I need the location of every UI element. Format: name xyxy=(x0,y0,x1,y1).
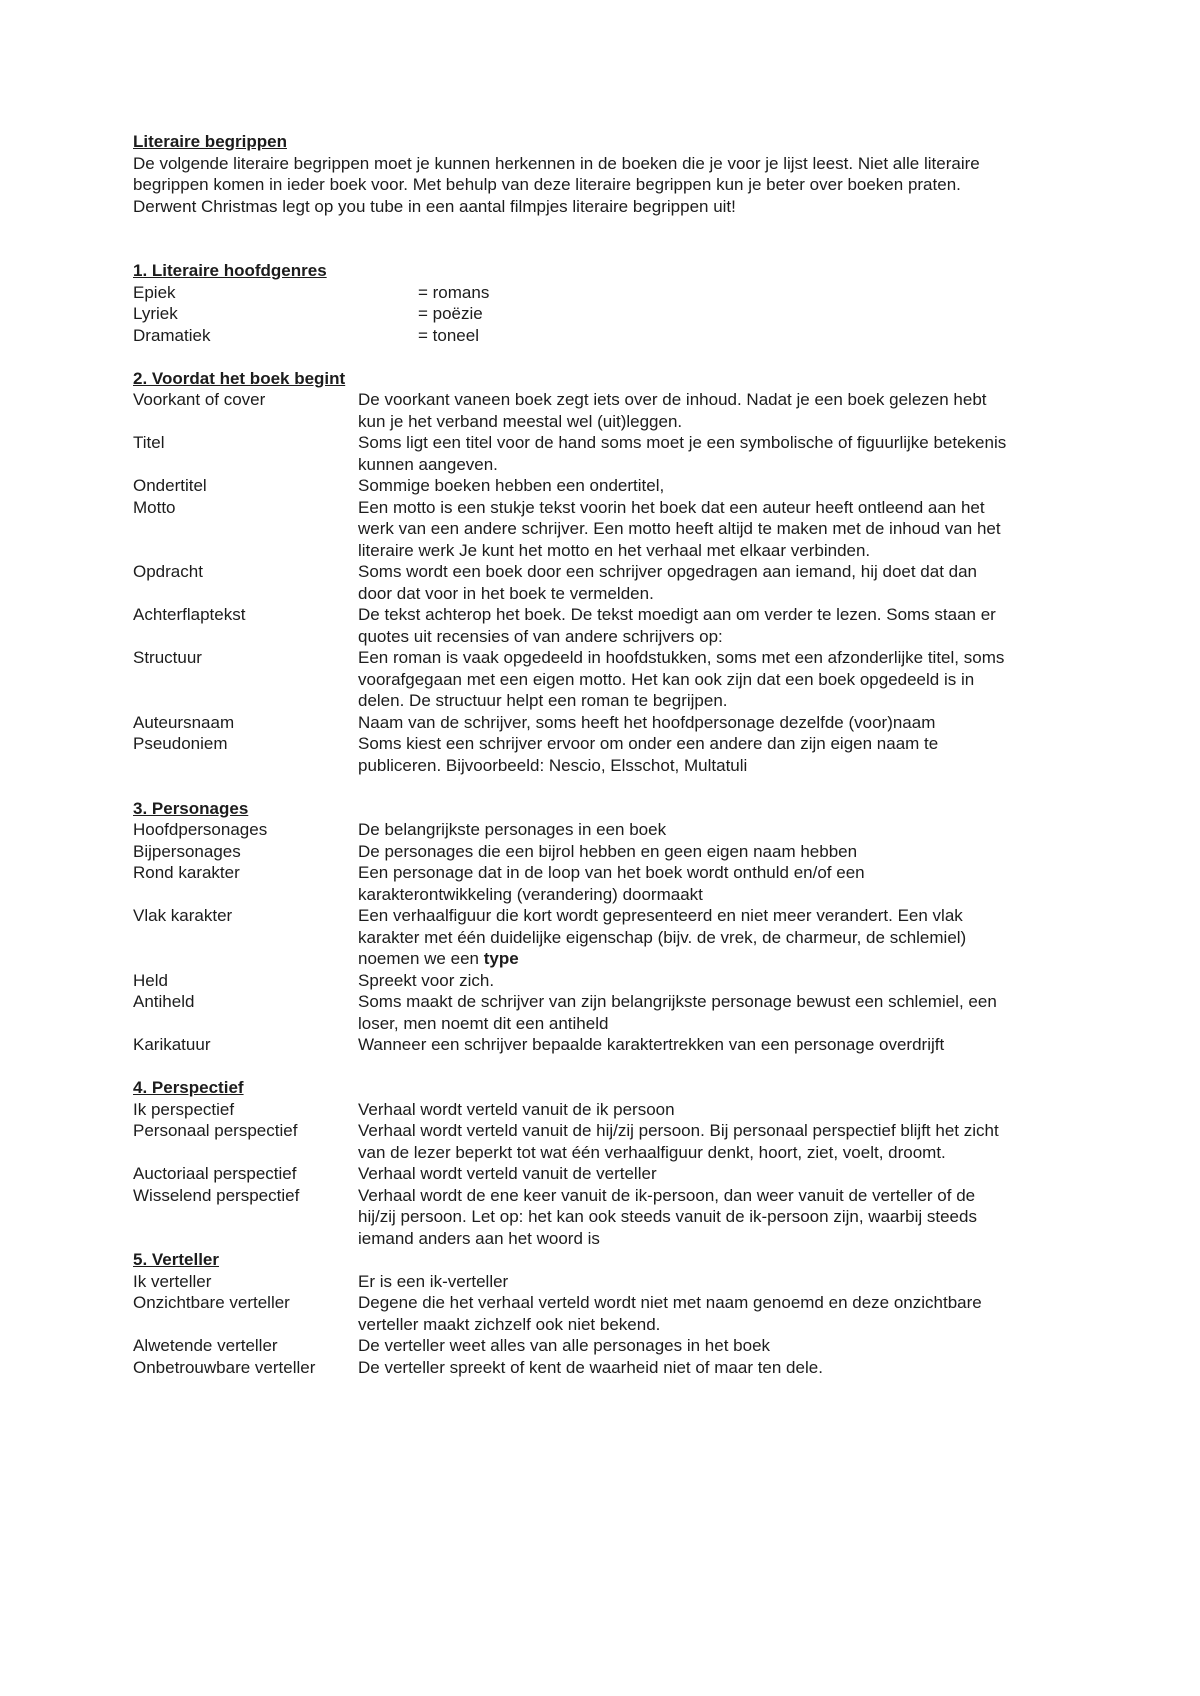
term-definition: Spreekt voor zich. xyxy=(358,970,495,990)
term-row xyxy=(133,733,1200,776)
term-definition: Een motto is een stukje tekst voorin het boek dat een auteur heeft ontleend aan het werk van een andere schrijver. Een motto heeft altijd te maken met de inhoud van het literaire werk Je kunt het motto en het verhaal met elkaar verbinden. xyxy=(358,497,1001,560)
term-definition: Een personage dat in de loop van het boek wordt onthuld en/of een karakterontwikkeling (verandering) doormaakt xyxy=(358,863,865,904)
term-definition: Soms wordt een boek door een schrijver opgedragen aan iemand, hij doet dat dan door dat voor in het boek te vermelden. xyxy=(358,562,978,603)
bold-keyword: type xyxy=(483,949,519,968)
term-definition: Verhaal wordt de ene keer vanuit de ik-persoon, dan weer vanuit de verteller of de hij/zij persoon. Let op: het kan ook steeds vanuit de ik-persoon zijn, waarbij steeds iemand anders aan het woord is xyxy=(358,1185,977,1248)
term-definition: Soms maakt de schrijver van zijn belangrijkste personage bewust een schlemiel, een loser, men noemt dit een antiheld xyxy=(358,992,997,1033)
term-row xyxy=(133,561,1200,604)
term-label: Ik perspectief xyxy=(133,1099,235,1119)
term-row xyxy=(133,1335,1200,1357)
section xyxy=(133,368,1200,777)
term-definition: De personages die een bijrol hebben en geen eigen naam hebben xyxy=(358,841,858,861)
section-heading: 3. Personages xyxy=(133,798,249,818)
section xyxy=(133,1077,1200,1249)
section xyxy=(133,1249,1200,1378)
term-row xyxy=(133,432,1200,475)
section-heading: 5. Verteller xyxy=(133,1250,220,1269)
page-title: Literaire begrippen xyxy=(133,132,287,151)
term-row xyxy=(133,303,1200,325)
term-row xyxy=(133,862,1200,905)
term-row xyxy=(133,970,1200,992)
term-definition: Er is een ik-verteller xyxy=(358,1271,509,1291)
term-label: Auctoriaal perspectief xyxy=(133,1164,297,1183)
term-definition: Soms ligt een titel voor de hand soms moet je een symbolische of figuurlijke betekenis kunnen aangeven. xyxy=(358,433,1007,474)
term-definition: = poëzie xyxy=(418,304,483,323)
term-definition: Soms kiest een schrijver ervoor om onder een andere dan zijn eigen naam te publiceren. Bijvoorbeeld: Nescio, Elsschot, Multatuli xyxy=(358,734,939,775)
term-row xyxy=(133,905,1200,970)
term-label: Onzichtbare verteller xyxy=(133,1293,290,1312)
term-label: Bijpersonages xyxy=(133,841,241,861)
term-definition: = toneel xyxy=(418,325,479,345)
term-row xyxy=(133,1120,1200,1163)
term-definition: Een verhaalfiguur die kort wordt gepresenteerd en niet meer verandert. Een vlak karakter met één duidelijke eigenschap (bijv. de vrek, de charmeur, de schlemiel) noemen we een type xyxy=(358,906,967,968)
term-row xyxy=(133,1163,1200,1185)
term-definition: Degene die het verhaal verteld wordt niet met naam genoemd en deze onzichtbare verteller maakt zichzelf ook niet bekend. xyxy=(358,1293,982,1334)
term-definition: Sommige boeken hebben een ondertitel, xyxy=(358,476,665,495)
term-row xyxy=(133,282,1200,304)
term-definition: De voorkant vaneen boek zegt iets over de inhoud. Nadat je een boek gelezen hebt kun je het verband meestal wel (uit)leggen. xyxy=(358,390,987,431)
term-row xyxy=(133,1185,1200,1250)
term-label: Vlak karakter xyxy=(133,906,233,925)
term-label: Ik verteller xyxy=(133,1271,212,1291)
term-definition: Een roman is vaak opgedeeld in hoofdstukken, soms met een afzonderlijke titel, soms voorafgegaan met een eigen motto. Het kan ook zijn dat een boek opgedeeld is in delen. De structuur helpt een roman te begrijpen. xyxy=(358,648,1005,710)
term-label: Ondertitel xyxy=(133,476,207,495)
term-definition: De belangrijkste personages in een boek xyxy=(358,820,667,839)
section-heading: 1. Literaire hoofdgenres xyxy=(133,261,327,280)
term-row xyxy=(133,389,1200,432)
term-definition: Verhaal wordt verteld vanuit de hij/zij persoon. Bij personaal perspectief blijft het zicht van de lezer beperkt tot wat één verhaalfiguur denkt, hoort, ziet, voelt, droomt. xyxy=(358,1121,999,1162)
term-definition: Naam van de schrijver, soms heeft het hoofdpersonage dezelfde (voor)naam xyxy=(358,712,936,732)
term-label: Lyriek xyxy=(133,304,178,323)
term-row xyxy=(133,819,1200,841)
term-row xyxy=(133,1271,1200,1293)
term-label: Karikatuur xyxy=(133,1035,211,1054)
term-definition: Verhaal wordt verteld vanuit de verteller xyxy=(358,1164,657,1183)
term-definition: De tekst achterop het boek. De tekst moedigt aan om verder te lezen. Soms staan er quotes uit recensies of van andere schrijvers op: xyxy=(358,605,996,646)
term-list xyxy=(133,282,1200,347)
term-label: Rond karakter xyxy=(133,863,240,882)
section xyxy=(133,260,1200,346)
term-row xyxy=(133,1357,1200,1379)
section-heading: 2. Voordat het boek begint xyxy=(133,368,346,388)
term-label: Antiheld xyxy=(133,992,195,1011)
term-label: Titel xyxy=(133,433,165,452)
term-row xyxy=(133,497,1200,562)
term-row xyxy=(133,604,1200,647)
term-label: Structuur xyxy=(133,648,202,667)
sections-container xyxy=(133,260,1200,1378)
term-row xyxy=(133,841,1200,863)
term-definition: De verteller spreekt of kent de waarheid niet of maar ten dele. xyxy=(358,1357,823,1377)
term-label: Voorkant of cover xyxy=(133,390,266,409)
section xyxy=(133,798,1200,1056)
term-label: Personaal perspectief xyxy=(133,1121,298,1140)
term-definition: = romans xyxy=(418,282,490,302)
term-label: Achterflaptekst xyxy=(133,605,246,624)
term-row xyxy=(133,991,1200,1034)
term-list xyxy=(133,1271,1200,1379)
term-label: Wisselend perspectief xyxy=(133,1185,300,1205)
term-label: Onbetrouwbare verteller xyxy=(133,1357,316,1377)
term-list xyxy=(133,1099,1200,1250)
term-label: Motto xyxy=(133,497,176,517)
term-label: Alwetende verteller xyxy=(133,1336,278,1355)
term-list xyxy=(133,819,1200,1056)
term-label: Pseudoniem xyxy=(133,734,228,753)
term-label: Hoofdpersonages xyxy=(133,820,268,839)
term-row xyxy=(133,1099,1200,1121)
term-list xyxy=(133,389,1200,776)
term-label: Auteursnaam xyxy=(133,712,235,732)
term-definition: De verteller weet alles van alle personages in het boek xyxy=(358,1336,771,1355)
term-row xyxy=(133,475,1200,497)
term-label: Held xyxy=(133,970,168,990)
term-row xyxy=(133,1292,1200,1335)
term-row xyxy=(133,1034,1200,1056)
term-row xyxy=(133,712,1200,734)
intro-paragraph: De volgende literaire begrippen moet je kunnen herkennen in de boeken die je voor je lijst leest. Niet alle literaire begrippen komen in ieder boek voor. Met behulp van deze literaire begrippen kun je beter over boeken praten. Derwent Christmas legt op you tube in een aantal filmpjes literaire begrippen uit! xyxy=(133,153,980,216)
term-label: Epiek xyxy=(133,282,176,302)
term-label: Dramatiek xyxy=(133,325,211,345)
term-definition: Verhaal wordt verteld vanuit de ik persoon xyxy=(358,1099,675,1119)
term-row xyxy=(133,647,1200,712)
term-label: Opdracht xyxy=(133,562,203,581)
section-heading: 4. Perspectief xyxy=(133,1078,244,1097)
term-row xyxy=(133,325,1200,347)
term-definition: Wanneer een schrijver bepaalde karaktertrekken van een personage overdrijft xyxy=(358,1035,945,1054)
